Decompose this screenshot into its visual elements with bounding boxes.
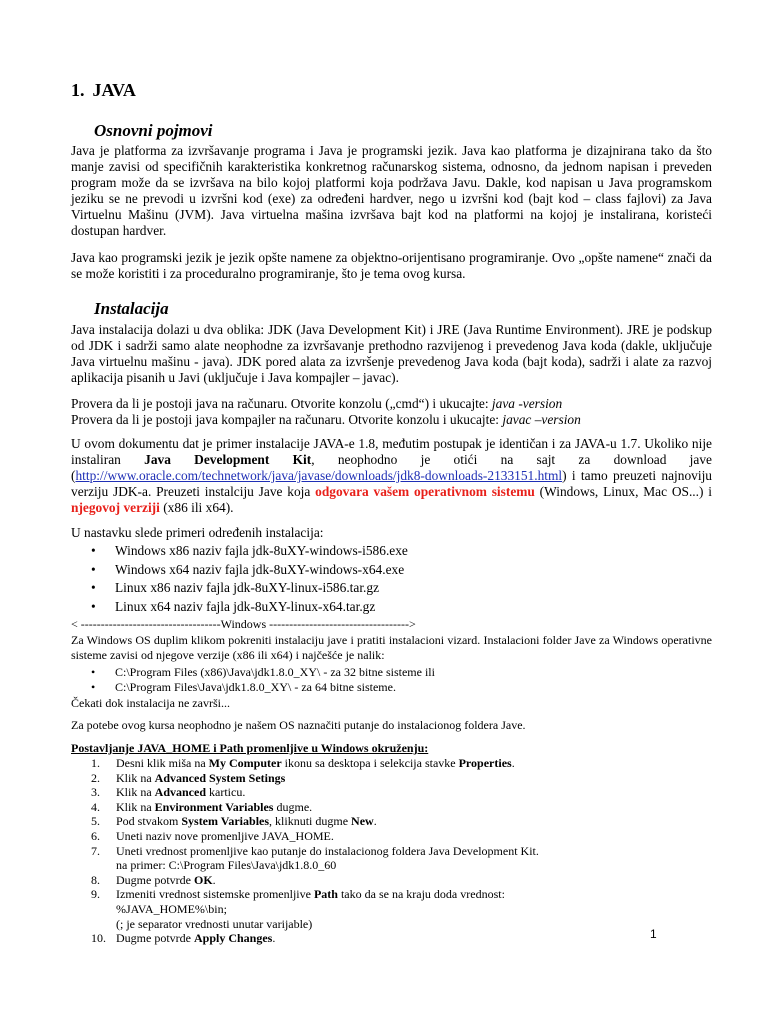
step-item	[91, 887, 539, 931]
download-text-e: (x86 ili x64).	[159, 500, 234, 515]
paragraph-wait: Čekati dok instalacija ne završi...	[71, 696, 230, 710]
step-text: , kliknuti dugme	[269, 814, 352, 829]
step-item	[91, 931, 539, 946]
list-item: • C:\Program Files (x86)\Java\jdk1.8.0_XY\ - za 32 bitne sisteme ili	[91, 665, 435, 680]
check-javac-command: javac –version	[502, 412, 581, 427]
step-text: Dugme potvrde	[116, 872, 194, 887]
paragraph-installation-1: Java instalacija dolazi u dva oblika: JDK (Java Development Kit) i JRE (Java Runtime Environment). JRE je podskup od JDK i sadrži samo alate neophodne za izvršavanje prethodno razvijenog i prevedenog Java koda (dakle, uključuje Java virtuelnu mašinu - java). JDK pored alata za izvršenje prevedenog Java koda (bajt koda), sadrži i alate za razvoj aplikacija pisanih u Javi (uključuje i Java kompajler – javac).	[71, 322, 712, 385]
step-text: ikonu sa desktopa i selekcija stavke	[281, 756, 459, 770]
step-text: Uneti vrednost promenljive kao putanje do instalacionog foldera Java Development Kit.	[116, 843, 539, 858]
step-bold-text: New	[351, 814, 374, 829]
list-item: • Windows x64 naziv fajla jdk-8uXY-windows-x64.exe	[91, 561, 408, 580]
check-java-text: Provera da li je postoji java na računaru. Otvorite konzolu („cmd“) i ukucajte:	[71, 396, 492, 411]
paragraph-basics-2: Java kao programski jezik je jezik opšte namene za objektno-orijentisano programiranje. Ovo „opšte namene“ znači da se može koristiti i za proceduralno programiranje, što je tema ovog kursa.	[71, 250, 712, 281]
step-item	[91, 873, 539, 888]
list-item: • Windows x86 naziv fajla jdk-8uXY-windows-i586.exe	[91, 542, 408, 561]
step-number: 1.	[91, 756, 100, 770]
step-text: dugme.	[273, 799, 313, 814]
oracle-download-link[interactable]: http://www.oracle.com/technetwork/java/javase/downloads/jdk8-downloads-2133151.html	[75, 468, 563, 483]
step-number: 3.	[91, 785, 100, 800]
windows-path-list	[91, 665, 435, 694]
install-file-list	[91, 542, 408, 616]
step-item	[91, 800, 539, 815]
step-number: 5.	[91, 814, 100, 829]
step-number: 4.	[91, 799, 100, 814]
list-item: • Linux x64 naziv fajla jdk-8uXY-linux-x64.tar.gz	[91, 598, 408, 617]
step-text: Klik na	[116, 785, 155, 800]
step-text: Klik na	[116, 799, 155, 814]
step-extra-text: na primer: C:\Program Files\Java\jdk1.8.0_60	[116, 858, 337, 873]
chapter-title: JAVA	[92, 80, 136, 100]
paragraph-install-examples: U nastavku slede primeri određenih instalacija:	[71, 525, 324, 540]
step-text: karticu.	[206, 785, 246, 800]
step-number: 6.	[91, 828, 100, 843]
step-number: 7.	[91, 843, 100, 858]
step-number: 2.	[91, 770, 100, 785]
step-item	[91, 785, 539, 800]
step-text: Klik na	[116, 770, 155, 785]
step-number: 9.	[91, 887, 100, 902]
check-javac-text: Provera da li je postoji java kompajler na računaru. Otvorite konzolu i ukucajte:	[71, 412, 503, 427]
step-item	[91, 756, 539, 771]
list-item: • Linux x86 naziv fajla jdk-8uXY-linux-i586.tar.gz	[91, 579, 408, 598]
download-text-b: , neophodno je otići na sajt za download jave (	[71, 452, 712, 483]
page-number: 1	[650, 927, 657, 941]
check-java-command: java -version	[491, 396, 563, 411]
step-text: .	[373, 814, 377, 829]
step-text: Pod stvakom	[116, 814, 182, 829]
env-setup-title: Postavljanje JAVA_HOME i Path promenljive u Windows okruženju:	[71, 741, 429, 755]
step-text: Desni klik miša na	[116, 756, 209, 770]
step-bold-text: My Computer	[208, 756, 282, 770]
step-extra-text: %JAVA_HOME%\bin;	[116, 901, 227, 916]
step-text: tako da se na kraju doda vrednost:	[337, 887, 505, 902]
step-item	[91, 814, 539, 829]
step-text: .	[511, 756, 515, 770]
step-bold-text: Advanced System Setings	[154, 770, 286, 785]
step-number: 8.	[91, 872, 100, 887]
section-title-basics: Osnovni pojmovi	[94, 121, 213, 140]
chapter-heading	[71, 80, 136, 101]
paragraph-checks	[71, 396, 712, 428]
step-item	[91, 829, 539, 844]
step-bold-text: Environment Variables	[154, 799, 274, 814]
step-text: Dugme potvrde	[116, 931, 194, 946]
step-text: .	[212, 872, 216, 887]
paragraph-download	[71, 436, 712, 516]
step-extra-text: (; je separator vrednosti unutar varijable)	[116, 916, 313, 931]
step-bold-text: Path	[313, 887, 338, 902]
paragraph-path-note: Za potebe ovog kursa neophodno je našem OS naznačiti putanje do instalacionog foldera Jave.	[71, 718, 526, 732]
step-number: 10.	[91, 931, 106, 946]
version-highlight-text: njegovoj verziji	[71, 500, 160, 515]
section-title-installation: Instalacija	[94, 299, 169, 318]
step-bold-text: OK	[193, 872, 213, 887]
step-text: Uneti naziv nove promenljive JAVA_HOME.	[116, 828, 334, 843]
step-bold-text: Properties	[458, 756, 512, 770]
step-text: Izmeniti vrednost sistemske promenljive	[116, 887, 314, 902]
step-bold-text: Apply Changes	[193, 931, 273, 946]
chapter-number: 1.	[71, 80, 85, 100]
paragraph-basics-1: Java je platforma za izvršavanje programa i Java je programski jezik. Java kao platforma je dizajnirana tako da što manje zavisi od specifičnih karakteristika konkretnog računarskog sistema, odnosno, da jednom napisan i preveden program može da se izvršava na bilo kojoj platformi koja podržava Javu. Dakle, kod napisan u Java programskom jeziku se ne prevodi u izvršni kod (exe) za određeni hardver, nego u izvršni kod (bajt kod – class fajlovi) za Java Virtuelnu Mašinu (JVM). Java virtuelna mašina izvršava bajt kod na platformi na kojoj je instalirana, koristeći dostupan hardver.	[71, 143, 712, 238]
jdk-bold-text: Java Development Kit	[144, 452, 312, 467]
download-text-d: (Windows, Linux, Mac OS...) i	[534, 484, 712, 499]
step-text: .	[272, 931, 276, 946]
windows-separator: < -----------------------------------Windows ----------------------------------->	[71, 617, 416, 631]
env-setup-steps	[91, 756, 539, 946]
step-item	[91, 771, 539, 786]
paragraph-windows-install: Za Windows OS duplim klikom pokreniti instalaciju jave i pratiti instalacioni vizard. Instalacioni folder Jave za Windows operativne sisteme zavisi od njegove verzije (x86 ili x64) i najčešće je nalik:	[71, 633, 712, 662]
download-text-a: U ovom dokumentu dat je primer instalacije JAVA-e 1.8, međutim postupak je identičan i za JAVA-u 1.7. Ukoliko nije instaliran	[71, 436, 712, 467]
step-item	[91, 844, 539, 873]
download-text-c: ) i tamo preuzeti najnoviju verziju JDK-a. Preuzeti instalciju Jave koja	[71, 468, 712, 499]
list-item: • C:\Program Files\Java\jdk1.8.0_XY\ - za 64 bitne sisteme.	[91, 680, 435, 695]
step-bold-text: System Variables	[181, 814, 270, 829]
step-bold-text: Advanced	[154, 785, 207, 800]
os-highlight-text: odgovara vašem operativnom sistemu	[315, 484, 535, 499]
